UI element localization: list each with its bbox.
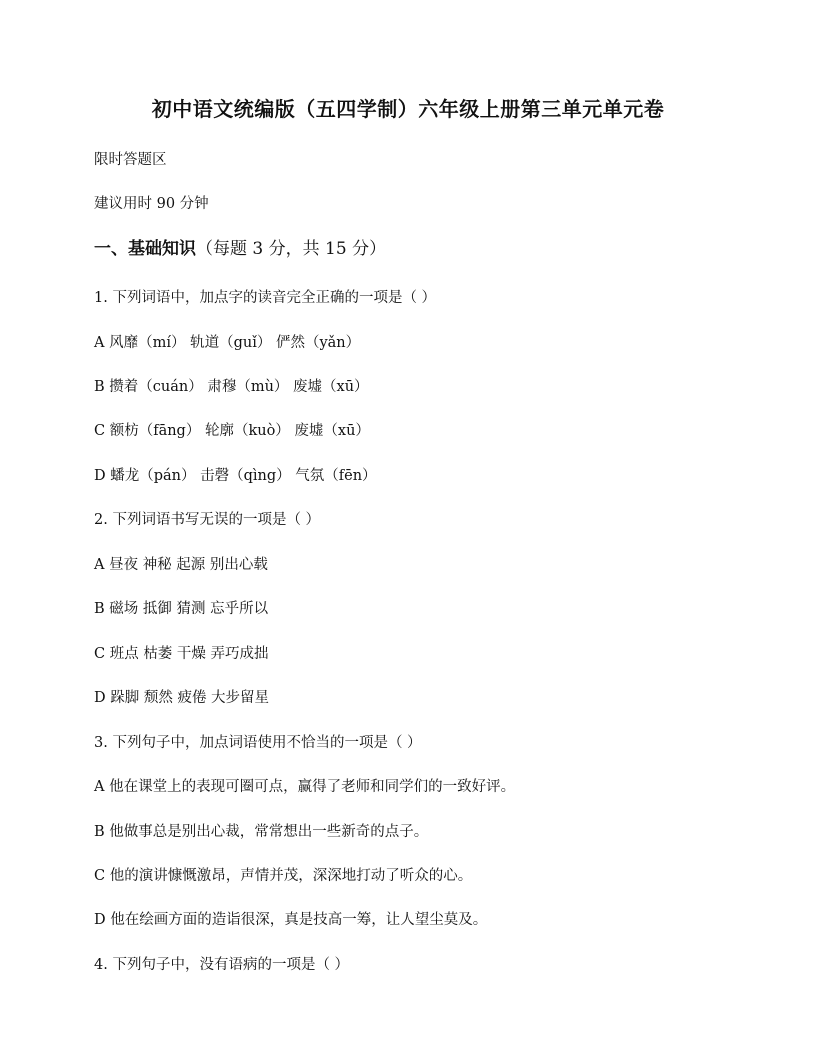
section-title: 一、基础知识: [94, 239, 196, 259]
question-2-stem: 2. 下列词语书写无误的一项是（ ）: [94, 512, 321, 528]
time-suggestion: 建议用时 90 分钟: [94, 196, 209, 212]
question-3-option-c: C 他的演讲慷慨激昂，声情并茂，深深地打动了听众的心。: [94, 868, 473, 884]
question-3-stem: 3. 下列句子中，加点词语使用不恰当的一项是（ ）: [94, 735, 422, 751]
question-2-option-a: A 昼夜 神秘 起源 别出心载: [94, 557, 268, 573]
section-heading: [94, 236, 386, 262]
section-score-note: （每题 3 分，共 15 分）: [196, 239, 387, 259]
question-4-stem: 4. 下列句子中，没有语病的一项是（ ）: [94, 957, 350, 973]
zone-label: 限时答题区: [94, 152, 167, 168]
document-title: 初中语文统编版（五四学制）六年级上册第三单元单元卷: [151, 97, 665, 121]
question-1-option-a: A 风靡（mí） 轨道（guǐ） 俨然（yǎn）: [94, 335, 361, 351]
question-2-option-d: D 跺脚 颓然 疲倦 大步留星: [94, 690, 270, 706]
question-2-option-c: C 班点 枯萎 干燥 弄巧成拙: [94, 646, 269, 662]
question-1-option-d: D 蟠龙（pán） 击磬（qìng） 气氛（fēn）: [94, 468, 377, 484]
question-3-option-a: A 他在课堂上的表现可圈可点，赢得了老师和同学们的一致好评。: [94, 779, 516, 795]
question-1-option-c: C 额枋（fāng） 轮廓（kuò） 废墟（xū）: [94, 423, 370, 439]
question-3-option-d: D 他在绘画方面的造诣很深，真是技高一筹，让人望尘莫及。: [94, 912, 488, 928]
question-2-option-b: B 磁场 抵御 猜测 忘乎所以: [94, 601, 269, 617]
question-1-stem: 1. 下列词语中，加点字的读音完全正确的一项是（ ）: [94, 290, 437, 306]
question-3-option-b: B 他做事总是别出心裁，常常想出一些新奇的点子。: [94, 824, 429, 840]
question-1-option-b: B 攒着（cuán） 肃穆（mù） 废墟（xū）: [94, 379, 369, 395]
